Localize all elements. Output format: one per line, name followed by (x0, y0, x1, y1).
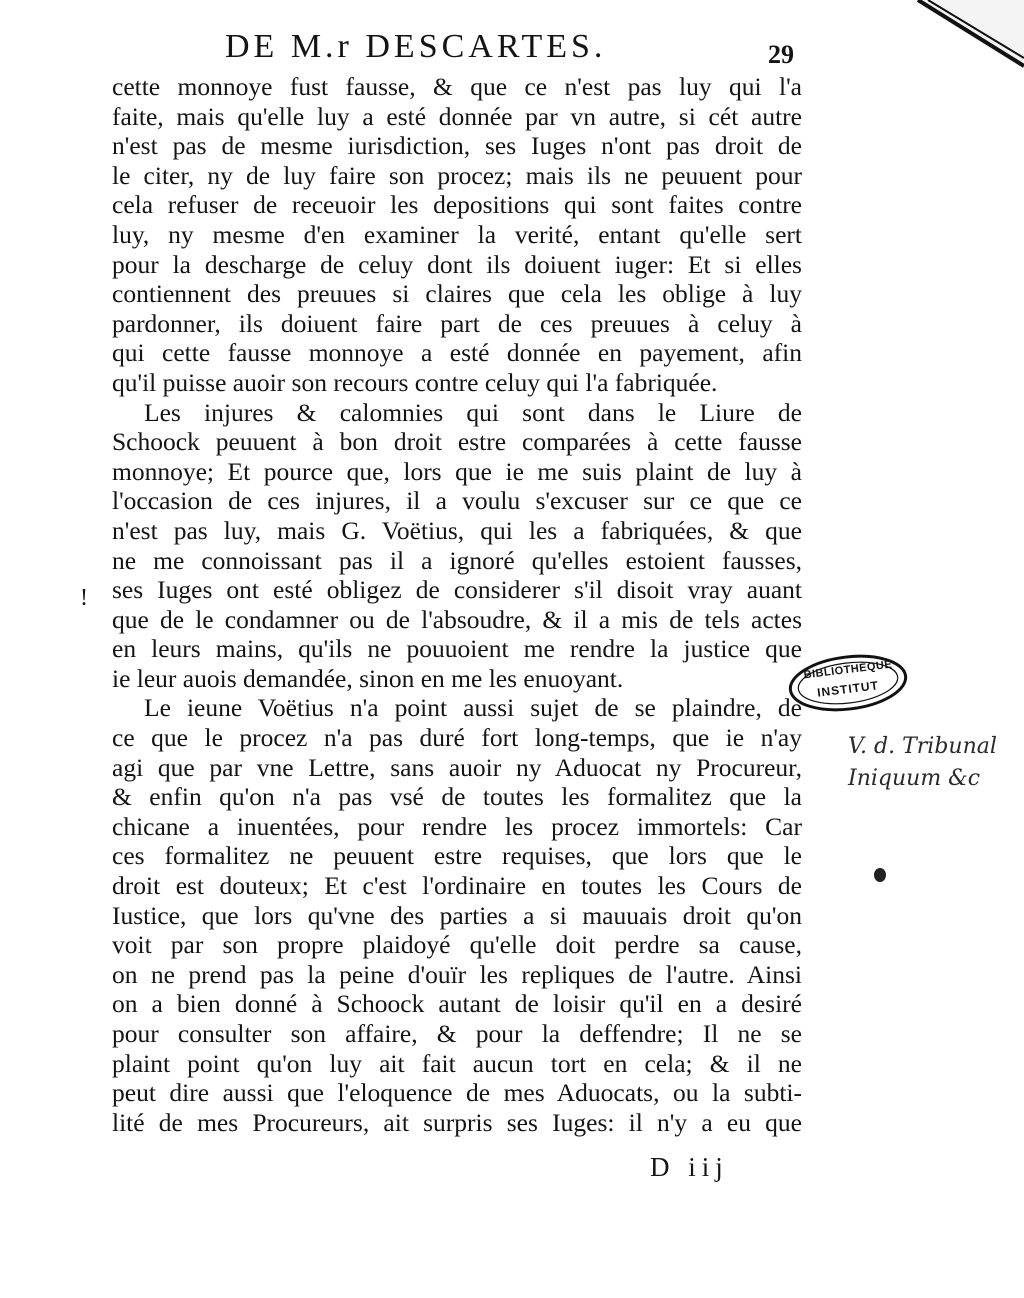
text-line: contiennent des preuues si claires que cela les oblige à luy (112, 279, 802, 309)
ink-speck (874, 868, 886, 882)
running-head: DE M.r DESCARTES. (225, 28, 607, 65)
text-line: luy, ny mesme d'en examiner la verité, entant qu'elle sert (112, 219, 802, 249)
body-text (112, 72, 802, 1137)
text-line: n'est pas de mesme iurisdiction, ses Iuges n'ont pas droit de (112, 131, 802, 161)
text-line: ces formalitez ne peuuent estre requises, que lors que le (112, 841, 802, 871)
text-line: peut dire aussi que l'eloquence de mes Aduocats, ou la subti- (112, 1078, 802, 1108)
text-line: on ne prend pas la peine d'ouïr les repliques de l'autre. Ainsi (112, 959, 802, 989)
marginal-note-line-1: V. d. Tribunal (848, 734, 997, 759)
text-line: le citer, ny de luy faire son procez; mais ils ne peuuent pour (112, 160, 802, 190)
text-line: en leurs mains, qu'ils ne pouuoient me rendre la justice que (112, 634, 802, 664)
text-line: ne me connoissant pas il a ignoré qu'elles estoient fausses, (112, 545, 802, 575)
text-line: agi que par vne Lettre, sans auoir ny Aduocat ny Procureur, (112, 752, 802, 782)
signature-mark: D iij (650, 1152, 729, 1182)
text-line: faite, mais qu'elle luy a esté donnée par vn autre, si cét autre (112, 101, 802, 131)
text-line: pardonner, ils doiuent faire part de ces preuues à celuy à (112, 308, 802, 338)
stamp-text-top: BIBLIOTHÈQUE (803, 658, 893, 682)
text-line: qui cette fausse monnoye a esté donnée en payement, afin (112, 338, 802, 368)
text-line: pour consulter son affaire, & pour la deffendre; Il ne se (112, 1019, 802, 1048)
stamp-text-bottom: INSTITUT (816, 678, 880, 700)
text-line: Les injures & calomnies qui sont dans le Liure de (144, 397, 802, 427)
text-line: droit est douteux; Et c'est l'ordinaire en toutes les Cours de (112, 871, 802, 901)
text-line: ie leur auois demandée, sinon en me les enuoyant. (112, 663, 624, 693)
text-line: que de le condamner ou de l'absoudre, & il a mis de tels actes (112, 604, 802, 634)
text-line: lité de mes Procureurs, ait surpris ses Iuges: il n'y a eu que (112, 1107, 802, 1137)
page-corner-edge (914, 0, 1024, 70)
text-line: ses Iuges ont esté obligez de considerer s'il disoit vray auant (112, 575, 802, 605)
text-line: Iustice, que lors qu'vne des parties a si mauuais droit qu'on (112, 900, 802, 930)
text-line: ce que le procez n'a pas duré fort long-temps, que ie n'ay (112, 723, 802, 753)
text-line: voit par son propre plaidoyé qu'elle doit perdre sa cause, (112, 930, 802, 960)
text-line: plaint point qu'on luy ait fait aucun tort en cela; & il ne (112, 1048, 802, 1078)
text-line: cela refuser de receuoir les depositions qui sont faites contre (112, 190, 802, 220)
library-stamp (786, 652, 910, 714)
text-line: monnoye; Et pource que, lors que ie me suis plaint de luy à (112, 456, 802, 486)
text-line: on a bien donné à Schoock autant de loisir qu'il en a desiré (112, 989, 802, 1019)
marginal-note-line-2: Iniquum &c (848, 766, 981, 791)
page-number: 29 (768, 40, 794, 69)
text-line: chicane a inuentées, pour rendre les procez immortels: Car (112, 811, 802, 841)
text-line: Le ieune Voëtius n'a point aussi sujet de se plaindre, de (144, 693, 802, 723)
text-line: n'est pas luy, mais G. Voëtius, qui les a fabriquées, & que (112, 515, 802, 545)
text-line: Schoock peuuent à bon droit estre comparées à cette fausse (112, 427, 802, 457)
text-line: cette monnoye fust fausse, & que ce n'est pas luy qui l'a (112, 72, 802, 101)
margin-mark: ! (80, 585, 88, 611)
text-line: qu'il puisse auoir son recours contre celuy qui l'a fabriquée. (112, 367, 718, 397)
text-line: l'occasion de ces injures, il a voulu s'excuser sur ce que ce (112, 486, 802, 516)
text-line: & enfin qu'on n'a pas vsé de toutes les formalitez que la (112, 782, 802, 812)
text-line: pour la descharge de celuy dont ils doiuent iuger: Et si elles (112, 249, 802, 279)
